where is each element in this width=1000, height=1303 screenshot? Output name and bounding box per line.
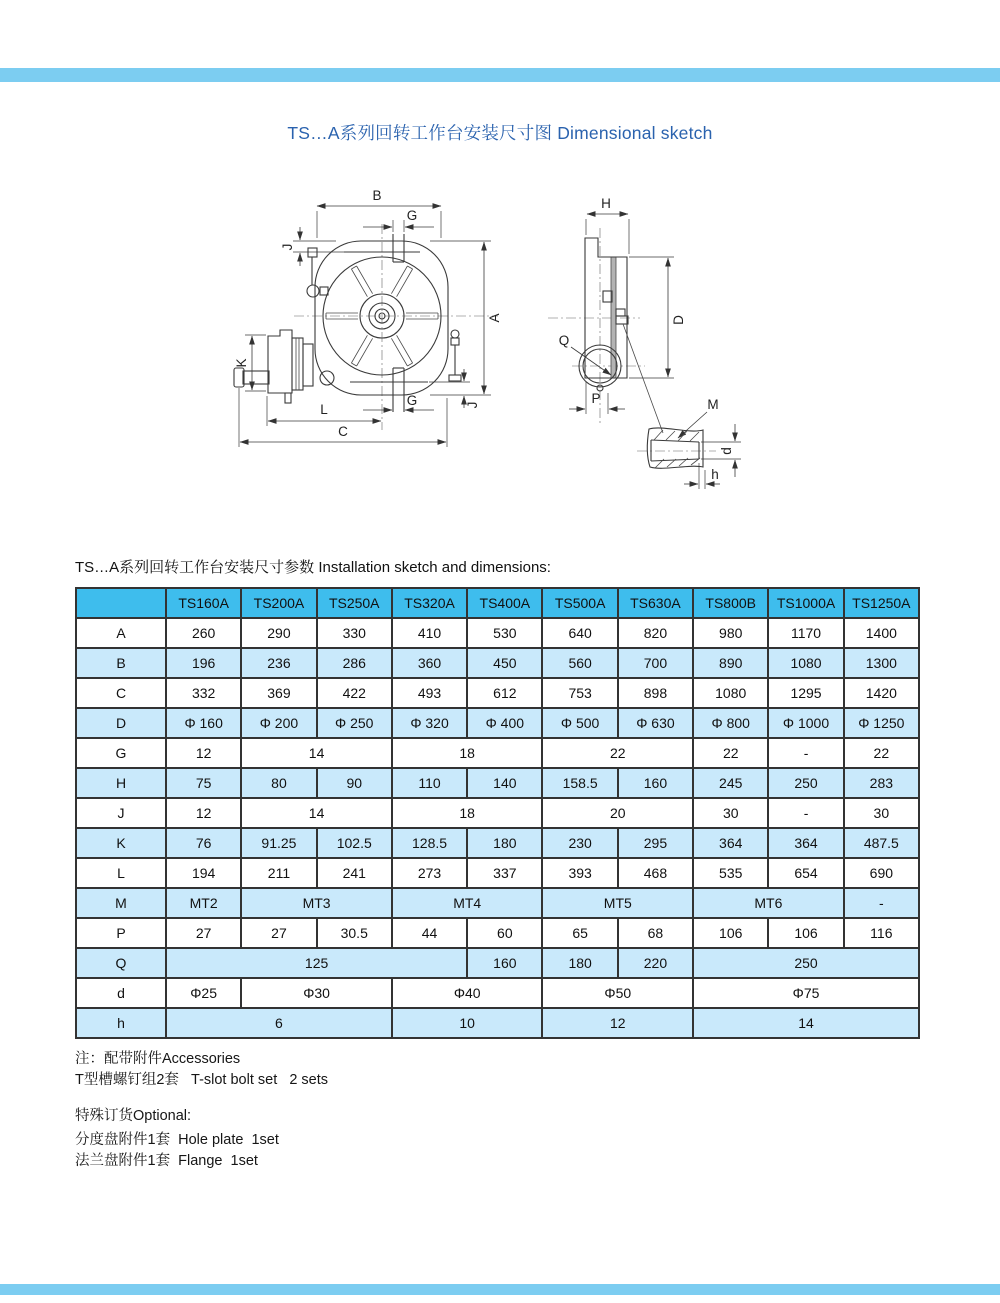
dimensions-table <box>75 587 920 1039</box>
table-cell: 125 <box>166 948 467 978</box>
table-cell: 1170 <box>768 618 843 648</box>
table-cell: 530 <box>467 618 542 648</box>
column-header: TS200A <box>241 588 316 618</box>
table-cell: 290 <box>241 618 316 648</box>
table-cell: 487.5 <box>844 828 919 858</box>
table-cell: 364 <box>768 828 843 858</box>
column-header: TS160A <box>166 588 241 618</box>
table-cell: Φ40 <box>392 978 543 1008</box>
table-cell: MT5 <box>542 888 693 918</box>
table-cell: 194 <box>166 858 241 888</box>
table-cell: 6 <box>166 1008 392 1038</box>
table-cell: 1420 <box>844 678 919 708</box>
table-cell: 30 <box>693 798 768 828</box>
table-cell: Φ 160 <box>166 708 241 738</box>
table-cell: - <box>844 888 919 918</box>
row-label: G <box>76 738 166 768</box>
table-cell: 158.5 <box>542 768 617 798</box>
table-cell: 76 <box>166 828 241 858</box>
optional-hole-plate: 分度盘附件1套 Hole plate 1set <box>75 1132 279 1148</box>
table-cell: 654 <box>768 858 843 888</box>
dim-label-l: L <box>320 402 328 417</box>
column-header: TS1250A <box>844 588 919 618</box>
row-label: K <box>76 828 166 858</box>
table-row <box>76 618 919 648</box>
row-label: Q <box>76 948 166 978</box>
table-cell: 116 <box>844 918 919 948</box>
table-cell: MT2 <box>166 888 241 918</box>
row-label: L <box>76 858 166 888</box>
table-cell: 180 <box>542 948 617 978</box>
table-cell: 220 <box>618 948 693 978</box>
table-cell: 196 <box>166 648 241 678</box>
table-cell: 60 <box>467 918 542 948</box>
dim-d-small <box>701 424 741 477</box>
table-row <box>76 918 919 948</box>
handwheel-assembly <box>234 330 334 403</box>
table-cell: MT3 <box>241 888 392 918</box>
top-accent-bar <box>0 68 1000 82</box>
note-accessories: 注：配带附件Accessories <box>75 1051 241 1067</box>
table-cell: 160 <box>618 768 693 798</box>
table-cell: 980 <box>693 618 768 648</box>
table-cell: 44 <box>392 918 467 948</box>
table-cell: 12 <box>166 738 241 768</box>
dim-label-q: Q <box>558 333 570 348</box>
table-cell: 140 <box>467 768 542 798</box>
table-cell: 230 <box>542 828 617 858</box>
table-cell: 65 <box>542 918 617 948</box>
dim-G-top <box>363 208 434 232</box>
column-header: TS250A <box>317 588 392 618</box>
dim-label-j-bottom: J <box>465 401 480 409</box>
front-view <box>234 188 502 447</box>
table-cell: 450 <box>467 648 542 678</box>
table-cell: 560 <box>542 648 617 678</box>
table-cell: 160 <box>467 948 542 978</box>
table-caption: TS…A系列回转工作台安装尺寸参数 Installation sketch and dimensions: <box>75 559 551 576</box>
table-cell: 90 <box>317 768 392 798</box>
row-label: A <box>76 618 166 648</box>
table-cell: 360 <box>392 648 467 678</box>
table-cell: 364 <box>693 828 768 858</box>
table-row <box>76 768 919 798</box>
table-cell: 422 <box>317 678 392 708</box>
table-cell: 110 <box>392 768 467 798</box>
table-row <box>76 798 919 828</box>
table-cell: 27 <box>166 918 241 948</box>
table-cell: 245 <box>693 768 768 798</box>
table-row <box>76 978 919 1008</box>
table-row <box>76 948 919 978</box>
note-tslot-bolts: T型槽螺钉组2套 T-slot bolt set 2 sets <box>75 1072 329 1088</box>
table-cell: 14 <box>241 798 392 828</box>
row-label: d <box>76 978 166 1008</box>
dim-label-g-bottom: G <box>406 393 418 408</box>
table-cell: 250 <box>693 948 919 978</box>
table-cell: 690 <box>844 858 919 888</box>
column-header: TS500A <box>542 588 617 618</box>
table-cell: 22 <box>844 738 919 768</box>
dim-label-k: K <box>234 358 249 368</box>
table-cell: 1400 <box>844 618 919 648</box>
row-label: D <box>76 708 166 738</box>
table-cell: 18 <box>392 738 543 768</box>
dim-label-b: B <box>372 188 382 203</box>
table-cell: 12 <box>542 1008 693 1038</box>
table-cell: 260 <box>166 618 241 648</box>
dim-H <box>586 196 629 254</box>
table-body <box>76 618 919 1038</box>
table-cell: Φ25 <box>166 978 241 1008</box>
table-cell: 30.5 <box>317 918 392 948</box>
table-cell: 535 <box>693 858 768 888</box>
table-cell: 890 <box>693 648 768 678</box>
table-cell: 236 <box>241 648 316 678</box>
table-cell: 20 <box>542 798 693 828</box>
row-label: P <box>76 918 166 948</box>
row-label: B <box>76 648 166 678</box>
table-cell: 14 <box>693 1008 919 1038</box>
table-row <box>76 1008 919 1038</box>
table-cell: 250 <box>768 768 843 798</box>
table-cell: - <box>768 738 843 768</box>
table-cell: 68 <box>618 918 693 948</box>
table-cell: 14 <box>241 738 392 768</box>
column-header: TS630A <box>618 588 693 618</box>
table-cell: Φ 630 <box>618 708 693 738</box>
table-head <box>76 588 919 618</box>
column-header <box>76 588 166 618</box>
table-cell: Φ 1000 <box>768 708 843 738</box>
row-label: C <box>76 678 166 708</box>
table-cell: 211 <box>241 858 316 888</box>
dim-D <box>629 257 686 378</box>
table-cell: 1295 <box>768 678 843 708</box>
row-label: J <box>76 798 166 828</box>
table-cell: 18 <box>392 798 543 828</box>
table-cell: 102.5 <box>317 828 392 858</box>
table-cell: 1080 <box>768 648 843 678</box>
table-cell: 30 <box>844 798 919 828</box>
table-cell: 753 <box>542 678 617 708</box>
dim-label-g-top: G <box>406 208 418 223</box>
table-cell: 283 <box>844 768 919 798</box>
table-cell: Φ 800 <box>693 708 768 738</box>
taper-detail <box>637 424 741 489</box>
table-cell: Φ30 <box>241 978 392 1008</box>
table-row <box>76 888 919 918</box>
table-cell: 273 <box>392 858 467 888</box>
dim-L <box>267 396 381 426</box>
table-row <box>76 678 919 708</box>
table-cell: 468 <box>618 858 693 888</box>
table-cell: 337 <box>467 858 542 888</box>
row-label: h <box>76 1008 166 1038</box>
table-cell: Φ 250 <box>317 708 392 738</box>
table-cell: 820 <box>618 618 693 648</box>
table-cell: 22 <box>542 738 693 768</box>
column-header: TS800B <box>693 588 768 618</box>
table-cell: Φ75 <box>693 978 919 1008</box>
table-cell: Φ50 <box>542 978 693 1008</box>
table-cell: 241 <box>317 858 392 888</box>
table-cell: 27 <box>241 918 316 948</box>
table-cell: 1080 <box>693 678 768 708</box>
dim-label-a: A <box>487 313 502 323</box>
table-cell: 10 <box>392 1008 543 1038</box>
dim-label-h-small: h <box>711 467 719 482</box>
table-cell: 393 <box>542 858 617 888</box>
table-cell: 180 <box>467 828 542 858</box>
table-cell: 91.25 <box>241 828 316 858</box>
optional-title: 特殊订货Optional: <box>75 1108 192 1124</box>
table-cell: 332 <box>166 678 241 708</box>
dim-label-d-small: d <box>719 447 734 455</box>
table-cell: 128.5 <box>392 828 467 858</box>
table-cell: 898 <box>618 678 693 708</box>
column-header: TS320A <box>392 588 467 618</box>
table-cell: MT6 <box>693 888 844 918</box>
dim-label-d-cap: D <box>671 315 686 325</box>
side-view <box>548 196 741 489</box>
table-cell: Φ 1250 <box>844 708 919 738</box>
table-cell: Φ 200 <box>241 708 316 738</box>
table-cell: 80 <box>241 768 316 798</box>
table-cell: 106 <box>693 918 768 948</box>
dim-B <box>317 188 441 238</box>
table-cell: Φ 320 <box>392 708 467 738</box>
table-cell: 1300 <box>844 648 919 678</box>
table-row <box>76 648 919 678</box>
table-cell: - <box>768 798 843 828</box>
table-row <box>76 738 919 768</box>
table-cell: 286 <box>317 648 392 678</box>
optional-flange: 法兰盘附件1套 Flange 1set <box>75 1153 258 1169</box>
dim-M <box>678 397 719 438</box>
table-cell: 612 <box>467 678 542 708</box>
table-cell: 12 <box>166 798 241 828</box>
row-label: H <box>76 768 166 798</box>
column-header: TS1000A <box>768 588 843 618</box>
hatching <box>654 430 700 468</box>
table-cell: 493 <box>392 678 467 708</box>
table-cell: 22 <box>693 738 768 768</box>
table-cell: 106 <box>768 918 843 948</box>
table-cell: 700 <box>618 648 693 678</box>
dim-label-m: M <box>707 397 719 412</box>
dim-K <box>234 335 266 391</box>
table-row <box>76 708 919 738</box>
page-title: TS…A系列回转工作台安装尺寸图 Dimensional sketch <box>287 123 713 143</box>
right-clamp-bolt <box>449 330 461 381</box>
dim-label-j-top: J <box>280 243 295 251</box>
table-cell: 410 <box>392 618 467 648</box>
table-cell: 330 <box>317 618 392 648</box>
column-header: TS400A <box>467 588 542 618</box>
dim-label-p: P <box>591 391 601 406</box>
table-cell: Φ 400 <box>467 708 542 738</box>
table-cell: 75 <box>166 768 241 798</box>
dim-label-c: C <box>338 424 348 439</box>
table-cell: Φ 500 <box>542 708 617 738</box>
table-cell: 369 <box>241 678 316 708</box>
table-row <box>76 828 919 858</box>
dimensional-sketch <box>225 178 785 498</box>
header-row <box>76 588 919 618</box>
table-cell: 640 <box>542 618 617 648</box>
row-label: M <box>76 888 166 918</box>
table-cell: MT4 <box>392 888 543 918</box>
dim-label-h-cap: H <box>601 196 611 211</box>
table-row <box>76 858 919 888</box>
table-cell: 295 <box>618 828 693 858</box>
bottom-accent-bar <box>0 1284 1000 1295</box>
